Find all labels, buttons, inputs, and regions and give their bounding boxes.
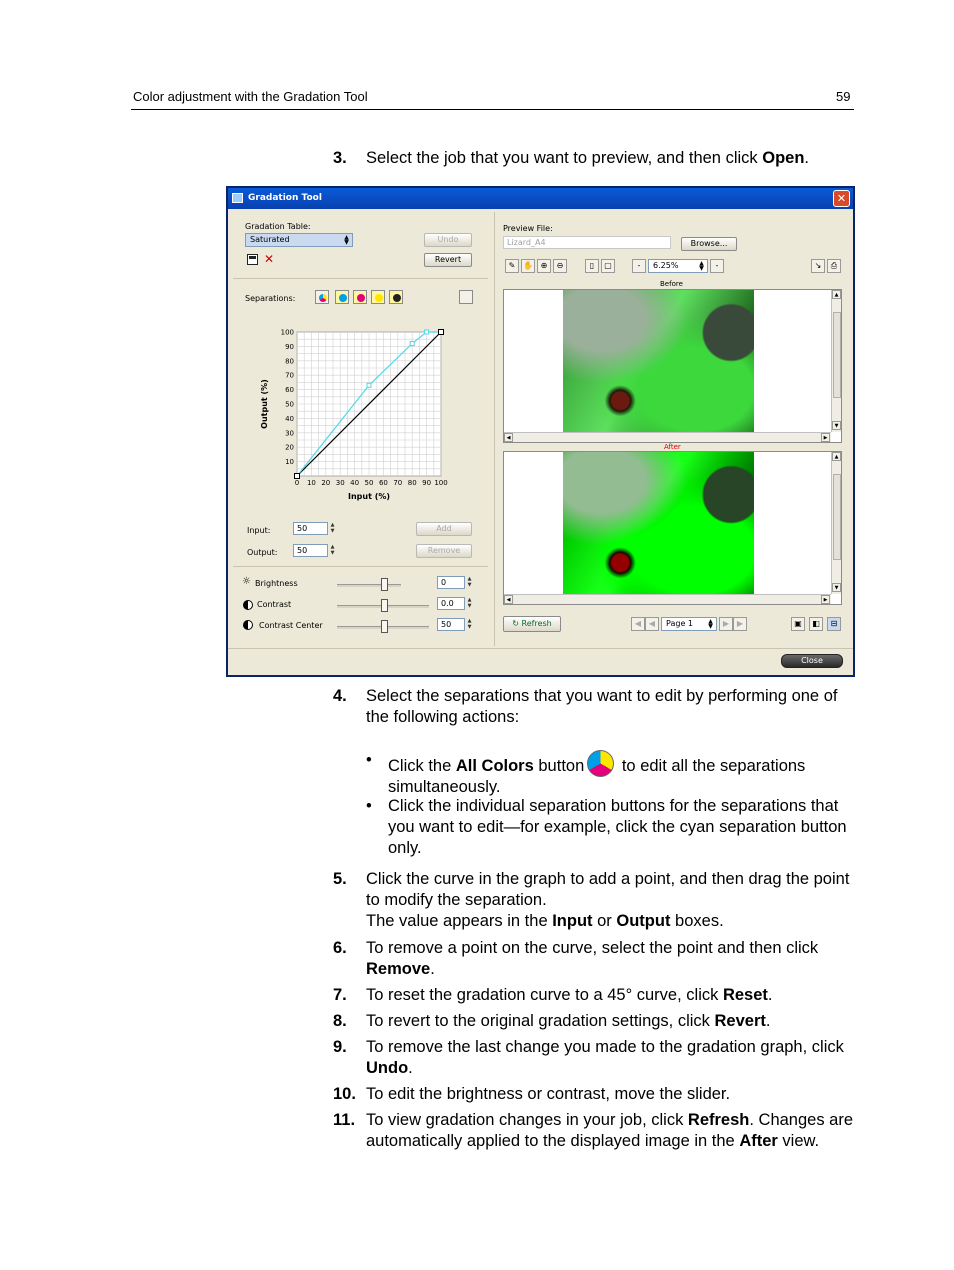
start-point: [295, 474, 300, 479]
y-tick-label: 20: [285, 443, 294, 452]
y-tick-label: 40: [285, 414, 294, 423]
before-image: [563, 290, 754, 432]
x-tick-label: 90: [422, 479, 432, 487]
app-icon: [232, 193, 243, 203]
after-horizontal-scrollbar[interactable]: [504, 594, 831, 604]
dialog-title: Gradation Tool: [248, 193, 322, 203]
undo-button[interactable]: Undo: [424, 233, 472, 247]
yellow-icon: [375, 294, 383, 302]
step-text: To view gradation changes in your job, click Refresh. Changes are automatically applied to the displayed image in the After view.: [366, 1111, 854, 1150]
black-separation-button[interactable]: [389, 290, 403, 304]
print-icon[interactable]: ⎙: [827, 259, 841, 273]
x-tick-label: 30: [335, 479, 345, 487]
input-label: Input:: [247, 526, 271, 535]
hand-icon[interactable]: ✋: [521, 259, 535, 273]
output-field[interactable]: 50: [293, 544, 328, 557]
step-text: To edit the brightness or contrast, move the slider.: [366, 1085, 731, 1103]
cyan-separation-button[interactable]: [335, 290, 349, 304]
y-tick-label: 10: [285, 458, 294, 467]
separations-label: Separations:: [245, 294, 296, 303]
step-number: 7.: [333, 986, 347, 1004]
input-field[interactable]: 50: [293, 522, 328, 535]
save-icon[interactable]: [247, 254, 258, 265]
brightness-spinner-icon[interactable]: ▲ ▼: [467, 576, 472, 588]
end-point: [439, 330, 444, 335]
step-text: To remove a point on the curve, select the point and then click Remove.: [366, 939, 819, 978]
step-number: 8.: [333, 1012, 347, 1030]
add-button[interactable]: Add: [416, 522, 472, 536]
before-vertical-scrollbar[interactable]: [831, 290, 841, 432]
contrast-center-label: Contrast Center: [259, 621, 323, 630]
page-value: Page 1: [666, 619, 693, 628]
chevron-updown-icon: ▲ ▼: [708, 618, 713, 630]
next-page-icon[interactable]: ▶: [719, 617, 733, 631]
first-page-icon[interactable]: ◀: [631, 617, 645, 631]
refresh-label: Refresh: [521, 619, 552, 628]
lock-separations-button[interactable]: [459, 290, 473, 304]
scroll-up-icon[interactable]: ▲: [832, 290, 841, 299]
browse-button[interactable]: Browse...: [681, 237, 737, 251]
scroll-left-icon[interactable]: ◀: [504, 595, 513, 604]
step-number: 11.: [333, 1111, 356, 1129]
black-icon: [393, 294, 401, 302]
input-spinner-icon[interactable]: ▲ ▼: [330, 522, 335, 534]
bullet-dot: •: [366, 797, 372, 815]
fit-page-icon[interactable]: ▯: [585, 259, 599, 273]
zoom-select[interactable]: [648, 259, 708, 273]
scroll-left-icon[interactable]: ◀: [504, 433, 513, 442]
y-axis-label: Output (%): [260, 379, 269, 429]
x-tick-label: 0: [294, 479, 300, 487]
before-label: Before: [660, 280, 683, 288]
step-number: 6.: [333, 939, 347, 957]
contrast-icon: [243, 600, 253, 610]
step-number: 10.: [333, 1085, 356, 1103]
x-tick-label: 100: [434, 479, 448, 487]
contrast-slider-thumb[interactable]: [381, 599, 388, 612]
divider: [228, 648, 853, 649]
brightness-field[interactable]: 0: [437, 576, 465, 589]
magenta-separation-button[interactable]: [353, 290, 367, 304]
previous-page-icon[interactable]: ◀: [645, 617, 659, 631]
step-text: To revert to the original gradation settings, click Revert.: [366, 1012, 771, 1030]
brightness-icon: ☼: [242, 576, 251, 587]
page-number: 59: [836, 89, 851, 104]
contrast-center-spinner-icon[interactable]: ▲ ▼: [467, 618, 472, 630]
brightness-slider-thumb[interactable]: [381, 578, 388, 591]
cyan-icon: [339, 294, 347, 302]
zoom-in-icon[interactable]: ⊕: [537, 259, 551, 273]
view-single-icon[interactable]: ▣: [791, 617, 805, 631]
delete-icon[interactable]: ✕: [264, 252, 275, 266]
last-page-icon[interactable]: ▶: [733, 617, 747, 631]
revert-button[interactable]: Revert: [424, 253, 472, 267]
bullet-dot: •: [366, 751, 372, 769]
page-select[interactable]: [661, 617, 717, 631]
x-tick-label: 40: [350, 479, 360, 487]
step-text: To remove the last change you made to the gradation graph, click Undo.: [366, 1038, 844, 1077]
step-number: 9.: [333, 1038, 347, 1056]
contrast-label: Contrast: [257, 600, 292, 609]
step-text: Click the curve in the graph to add a point, and then drag the point to modify the separation. The value appears in the Input or Output boxes.: [366, 870, 850, 930]
all-colors-icon: [319, 294, 327, 302]
zoom-out-icon[interactable]: ⊖: [553, 259, 567, 273]
all-colors-button[interactable]: [315, 290, 329, 304]
chevron-updown-icon: ▲ ▼: [699, 260, 704, 272]
magenta-icon: [357, 294, 365, 302]
view-top-bottom-icon[interactable]: ⊟: [827, 617, 841, 631]
after-image: [563, 452, 754, 594]
step-text: To reset the gradation curve to a 45° curve, click Reset.: [366, 986, 773, 1004]
gradation-graph[interactable]: [255, 312, 455, 512]
step-number: 4.: [333, 687, 347, 705]
gradation-tool-dialog: [226, 186, 855, 677]
brightness-label: Brightness: [255, 579, 298, 588]
before-horizontal-scrollbar[interactable]: [504, 432, 831, 442]
running-header-section: Color adjustment with the Gradation Tool: [133, 89, 368, 104]
output-spinner-icon[interactable]: ▲ ▼: [330, 544, 335, 556]
y-tick-label: 50: [285, 400, 294, 409]
x-axis-label: Input (%): [347, 492, 391, 501]
gradation-table-value: Saturated: [250, 235, 290, 244]
gradation-left-panel: [233, 212, 488, 646]
header-rule: [131, 109, 854, 110]
y-tick-label: 70: [285, 371, 294, 380]
eyedropper-icon[interactable]: ✎: [505, 259, 519, 273]
bullet-text: Click the individual separation buttons for the separations that you want to edit—for example, click the cyan separation button only.: [388, 797, 847, 857]
contrast-center-field[interactable]: 50: [437, 618, 465, 631]
refresh-button[interactable]: [503, 616, 561, 632]
curve-point: [425, 330, 429, 334]
scroll-down-icon[interactable]: ▼: [832, 583, 841, 592]
step-number: 3.: [333, 149, 347, 167]
after-label: After: [664, 443, 681, 451]
x-tick-label: 60: [378, 479, 388, 487]
after-vertical-scrollbar[interactable]: [831, 452, 841, 594]
output-label: Output:: [247, 548, 278, 557]
preview-file-label: Preview File:: [503, 224, 553, 233]
scroll-thumb[interactable]: [833, 474, 841, 560]
x-tick-label: 20: [321, 479, 331, 487]
scroll-down-icon[interactable]: ▼: [832, 421, 841, 430]
y-tick-label: 90: [285, 342, 294, 351]
x-tick-label: 10: [306, 479, 316, 487]
bullet-text: Click the All Colors button to edit all the separations simultaneously.: [388, 750, 848, 798]
y-tick-label: 80: [285, 357, 294, 366]
close-icon[interactable]: ✕: [833, 190, 850, 207]
y-tick-label: 60: [285, 386, 294, 395]
curve-point: [367, 383, 371, 387]
x-tick-label: 80: [407, 479, 417, 487]
view-side-by-side-icon[interactable]: ◧: [809, 617, 823, 631]
remove-button[interactable]: Remove: [416, 544, 472, 558]
all-colors-icon: [587, 750, 614, 777]
zoom-increase-icon[interactable]: -: [710, 259, 724, 273]
contrast-center-slider-thumb[interactable]: [381, 620, 388, 633]
dialog-titlebar: [228, 188, 853, 209]
preview-right-panel: [494, 212, 849, 646]
export-icon[interactable]: ↘: [811, 259, 825, 273]
y-tick-label: 100: [280, 328, 294, 337]
scroll-up-icon[interactable]: ▲: [832, 452, 841, 461]
preview-file-field[interactable]: Lizard_A4: [503, 236, 671, 249]
gradation-table-select[interactable]: [245, 233, 353, 247]
x-tick-label: 70: [393, 479, 403, 487]
close-button[interactable]: Close: [781, 654, 843, 668]
brightness-slider[interactable]: [337, 584, 401, 587]
step-number: 5.: [333, 870, 347, 888]
y-tick-label: 30: [285, 429, 294, 438]
x-tick-label: 50: [364, 479, 374, 487]
before-preview[interactable]: [503, 289, 842, 443]
step-text: Select the separations that you want to edit by performing one of the following actions:: [366, 687, 838, 726]
zoom-decrease-icon[interactable]: -: [632, 259, 646, 273]
step-text: Select the job that you want to preview, and then click Open.: [366, 149, 809, 167]
refresh-icon: ↻: [512, 619, 522, 628]
scroll-right-icon[interactable]: ▶: [821, 595, 830, 604]
contrast-field[interactable]: 0.0: [437, 597, 465, 610]
scroll-right-icon[interactable]: ▶: [821, 433, 830, 442]
contrast-spinner-icon[interactable]: ▲ ▼: [467, 597, 472, 609]
after-preview[interactable]: [503, 451, 842, 605]
gradation-table-label: Gradation Table:: [245, 222, 311, 231]
curve-point: [410, 342, 414, 346]
zoom-value: 6.25%: [653, 261, 679, 270]
divider: [233, 566, 488, 567]
actual-size-icon[interactable]: ▢: [601, 259, 615, 273]
chevron-updown-icon: ▲ ▼: [344, 234, 349, 246]
divider: [233, 278, 488, 279]
scroll-thumb[interactable]: [833, 312, 841, 398]
yellow-separation-button[interactable]: [371, 290, 385, 304]
contrast-center-icon: [243, 620, 253, 630]
